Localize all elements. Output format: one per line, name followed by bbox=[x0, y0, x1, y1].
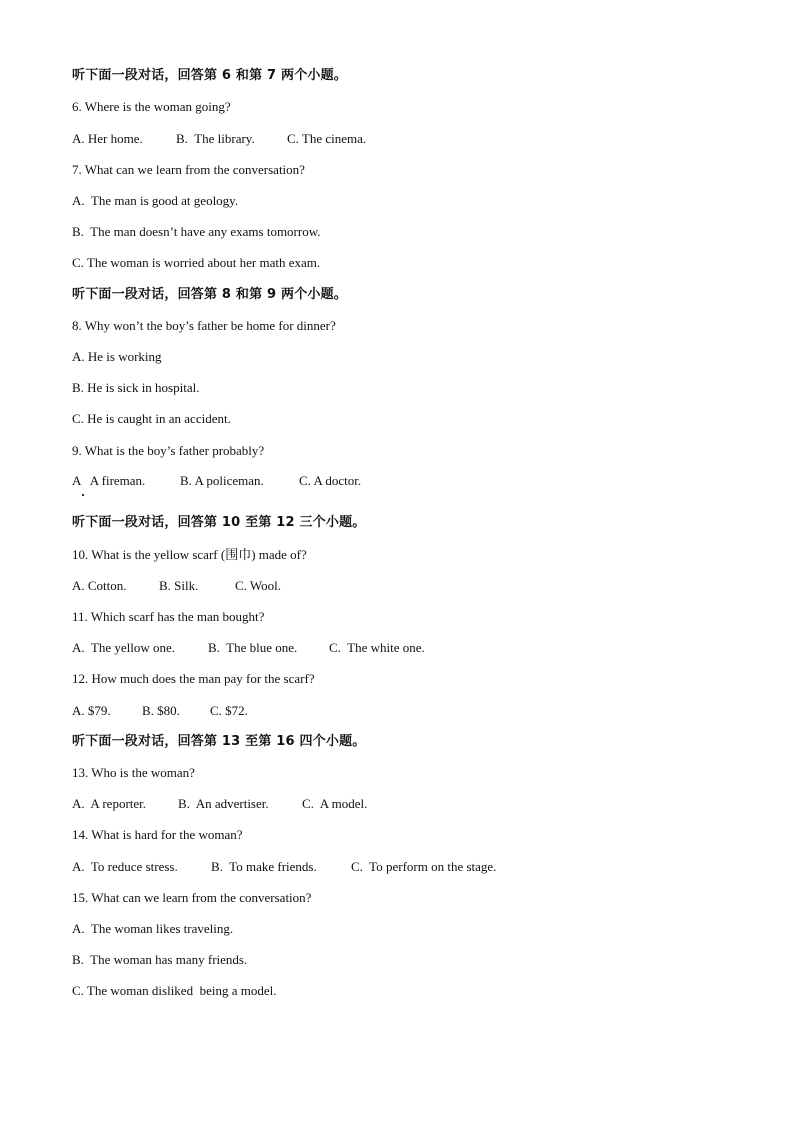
option-c: C. $72. bbox=[210, 703, 248, 718]
stray-mark bbox=[82, 494, 84, 496]
section-heading: 听下面一段对话，回答第 8 和第 9 两个小题。 bbox=[72, 287, 347, 302]
option-a: A. The woman likes traveling. bbox=[72, 921, 234, 936]
question-stem: 13. Who is the woman? bbox=[72, 765, 195, 780]
option-a: A. He is working bbox=[72, 349, 162, 364]
option-c: C. A doctor. bbox=[299, 473, 362, 488]
section-heading: 听下面一段对话，回答第 6 和第 7 两个小题。 bbox=[72, 68, 347, 83]
option-a: A. Her home. bbox=[72, 131, 143, 146]
option-a: A. Cotton. bbox=[72, 578, 127, 593]
option-c: C. To perform on the stage. bbox=[351, 859, 497, 874]
section-heading: 听下面一段对话，回答第 13 至第 16 四个小题。 bbox=[72, 734, 366, 749]
question-stem: 9. What is the boy’s father probably? bbox=[72, 443, 265, 458]
option-a: A. To reduce stress. bbox=[72, 859, 178, 874]
option-b: B. A policeman. bbox=[180, 473, 264, 488]
option-b: B. Silk. bbox=[159, 578, 199, 593]
option-c: C. Wool. bbox=[235, 578, 282, 593]
question-stem: 15. What can we learn from the conversation? bbox=[72, 890, 312, 905]
option-a: A. A reporter. bbox=[72, 796, 147, 811]
section-heading: 听下面一段对话，回答第 10 至第 12 三个小题。 bbox=[72, 515, 366, 530]
option-c: C. The cinema. bbox=[287, 131, 367, 146]
option-a: A A fireman. bbox=[72, 473, 146, 488]
question-stem: 11. Which scarf has the man bought? bbox=[72, 609, 265, 624]
option-a: A. The yellow one. bbox=[72, 640, 176, 655]
option-b: B. The man doesn’t have any exams tomorrow. bbox=[72, 224, 321, 239]
option-c: C. He is caught in an accident. bbox=[72, 411, 231, 426]
option-a: A. The man is good at geology. bbox=[72, 193, 239, 208]
option-b: B. An advertiser. bbox=[178, 796, 269, 811]
question-stem: 12. How much does the man pay for the scarf? bbox=[72, 671, 315, 686]
option-b: B. The library. bbox=[176, 131, 255, 146]
option-c: C. The woman disliked being a model. bbox=[72, 983, 277, 998]
option-c: C. The white one. bbox=[329, 640, 425, 655]
question-stem: 14. What is hard for the woman? bbox=[72, 827, 243, 842]
question-stem: 8. Why won’t the boy’s father be home for dinner? bbox=[72, 318, 336, 333]
option-c: C. The woman is worried about her math exam. bbox=[72, 255, 321, 270]
question-stem: 10. What is the yellow scarf (围巾) made of? bbox=[72, 547, 307, 562]
option-b: B. $80. bbox=[142, 703, 180, 718]
option-b: B. The woman has many friends. bbox=[72, 952, 248, 967]
option-b: B. The blue one. bbox=[208, 640, 298, 655]
question-stem: 6. Where is the woman going? bbox=[72, 99, 231, 114]
option-b: B. To make friends. bbox=[211, 859, 317, 874]
option-c: C. A model. bbox=[302, 796, 368, 811]
option-a: A. $79. bbox=[72, 703, 111, 718]
option-b: B. He is sick in hospital. bbox=[72, 380, 200, 395]
question-stem: 7. What can we learn from the conversation? bbox=[72, 162, 305, 177]
